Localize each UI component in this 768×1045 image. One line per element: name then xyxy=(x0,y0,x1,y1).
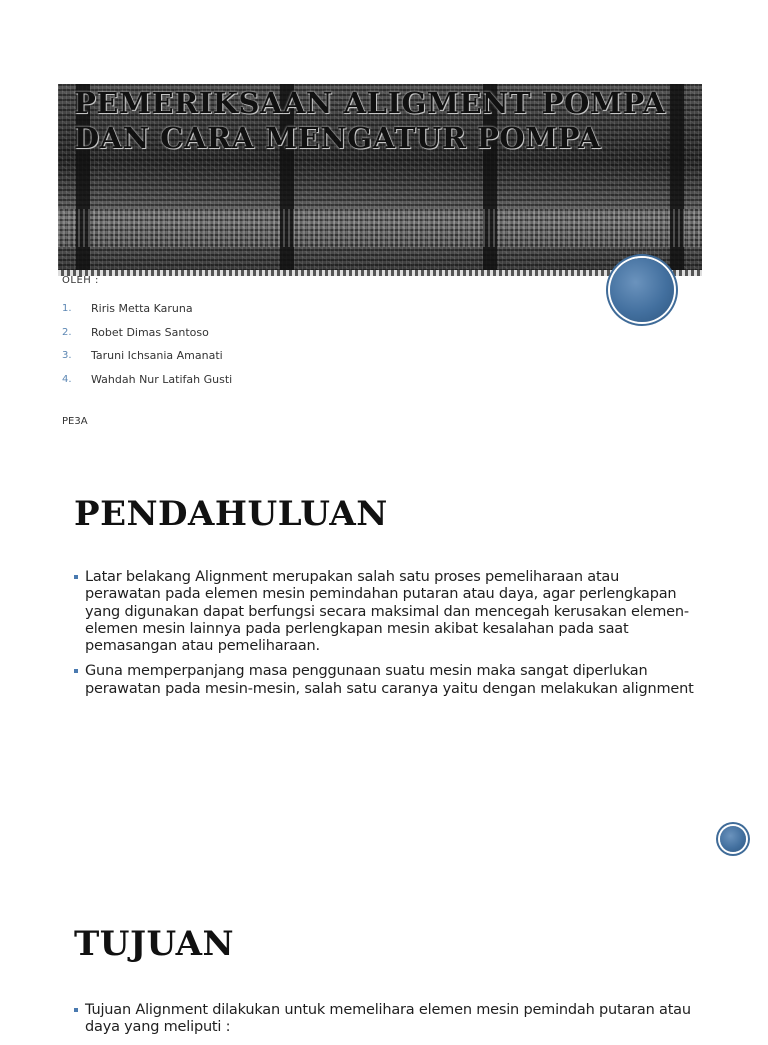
bullet-item: Guna memperpanjang masa penggunaan suatu mesin maka sangat diperlukan perawatan pada mesin-mesin, salah satu caranya yaitu dengan melakukan alignment xyxy=(74,663,694,698)
bullet-list xyxy=(74,1002,694,1045)
author-number: 4. xyxy=(62,373,72,385)
author-item xyxy=(62,344,232,368)
author-number: 1. xyxy=(62,303,72,315)
author-name: Taruni Ichsania Amanati xyxy=(91,349,223,363)
author-item xyxy=(62,297,232,321)
decorative-circle-icon xyxy=(720,826,746,852)
bullet-list xyxy=(74,569,694,706)
decorative-circle-icon xyxy=(610,258,674,322)
banner-bottom-edge xyxy=(58,270,702,276)
slide-heading: TUJUAN xyxy=(74,924,235,964)
bullet-item: Tujuan Alignment dilakukan untuk memelihara elemen mesin pemindah putaran atau daya yang meliputi : xyxy=(74,1002,694,1037)
pendahuluan-slide xyxy=(0,468,768,868)
author-name: Wahdah Nur Latifah Gusti xyxy=(91,372,233,386)
tujuan-slide xyxy=(0,898,768,1036)
author-label: OLEH : xyxy=(62,275,99,286)
author-list xyxy=(62,297,232,391)
slide-heading: PENDAHULUAN xyxy=(74,494,388,534)
author-number: 2. xyxy=(62,326,72,338)
bullet-item: Latar belakang Alignment merupakan salah satu proses pemeliharaan atau perawatan pada elemen mesin pemindahan putaran atau daya, agar perlengkapan yang digunakan dapat berfungsi secara maksimal dan mencegah kerusakan elemen-elemen mesin lainnya pada perlengkapan mesin akibat kesalahan pada saat pemasangan atau pemeliharaan. xyxy=(74,569,694,655)
author-item xyxy=(62,321,232,345)
presentation-title: PEMERIKSAAN ALIGMENT POMPA DAN CARA MENGATUR POMPA xyxy=(74,86,666,155)
author-item xyxy=(62,368,232,392)
author-name: Robet Dimas Santoso xyxy=(91,325,209,339)
class-label: PE3A xyxy=(62,416,88,427)
banner-band xyxy=(58,209,702,247)
author-number: 3. xyxy=(62,350,72,362)
author-name: Riris Metta Karuna xyxy=(91,302,193,316)
title-slide xyxy=(0,0,768,455)
